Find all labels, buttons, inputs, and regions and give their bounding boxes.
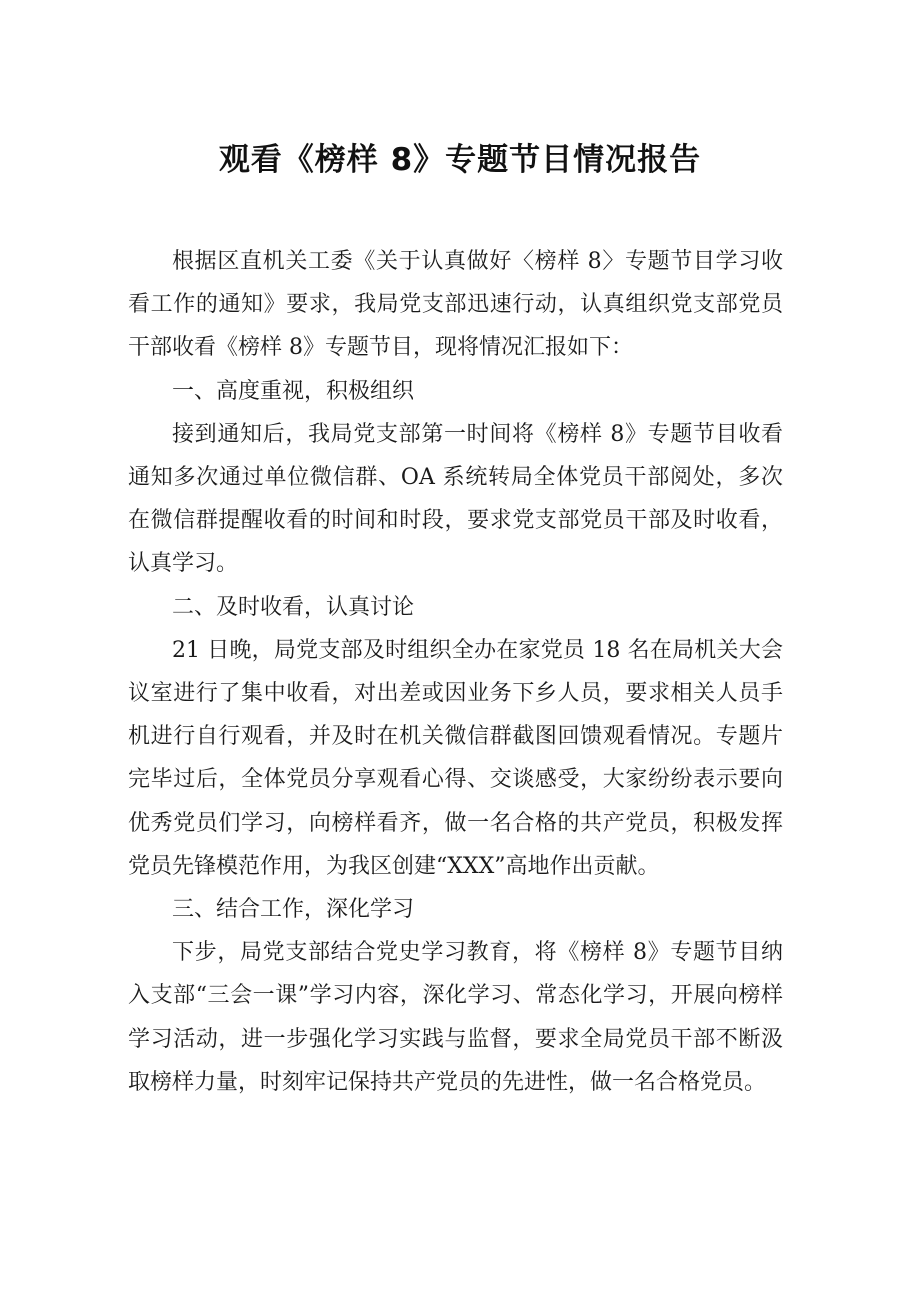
section-paragraph-2: 21 日晚，局党支部及时组织全办在家党员 18 名在局机关大会议室进行了集中收看，对出差或因业务下乡人员，要求相关人员手机进行自行观看，并及时在机关微信群截图回馈观看情况。专题片完毕过后，全体党员分享观看心得、交谈感受，大家纷纷表示要向优秀党员们学习，向榜样看齐，做一名合格的共产党员，积极发挥党员先锋模范作用，为我区创建“XXX”高地作出贡献。 bbox=[128, 637, 783, 879]
document-title: 观看《榜样 8》专题节目情况报告 bbox=[218, 142, 702, 178]
section-paragraph-1: 接到通知后，我局党支部第一时间将《榜样 8》专题节目收看通知多次通过单位微信群、OA 系统转局全体党员干部阅处，多次在微信群提醒收看的时间和时段，要求党支部党员干部及时收看，认真学习。 bbox=[128, 421, 783, 577]
document-body bbox=[128, 240, 783, 1104]
section-heading-2: 二、及时收看，认真讨论 bbox=[172, 594, 415, 620]
section-paragraph-3: 下步，局党支部结合党史学习教育，将《榜样 8》专题节目纳入支部“三会一课”学习内容，深化学习、常态化学习，开展向榜样学习活动，进一步强化学习实践与监督，要求全局党员干部不断汲取榜样力量，时刻牢记保持共产党员的先进性，做一名合格党员。 bbox=[128, 940, 783, 1095]
section-heading-1: 一、高度重视，积极组织 bbox=[172, 378, 415, 404]
section-heading-3: 三、结合工作，深化学习 bbox=[172, 897, 415, 923]
intro-paragraph: 根据区直机关工委《关于认真做好〈榜样 8〉专题节目学习收看工作的通知》要求，我局党支部迅速行动，认真组织党支部党员干部收看《榜样 8》专题节目，现将情况汇报如下： bbox=[128, 249, 783, 361]
